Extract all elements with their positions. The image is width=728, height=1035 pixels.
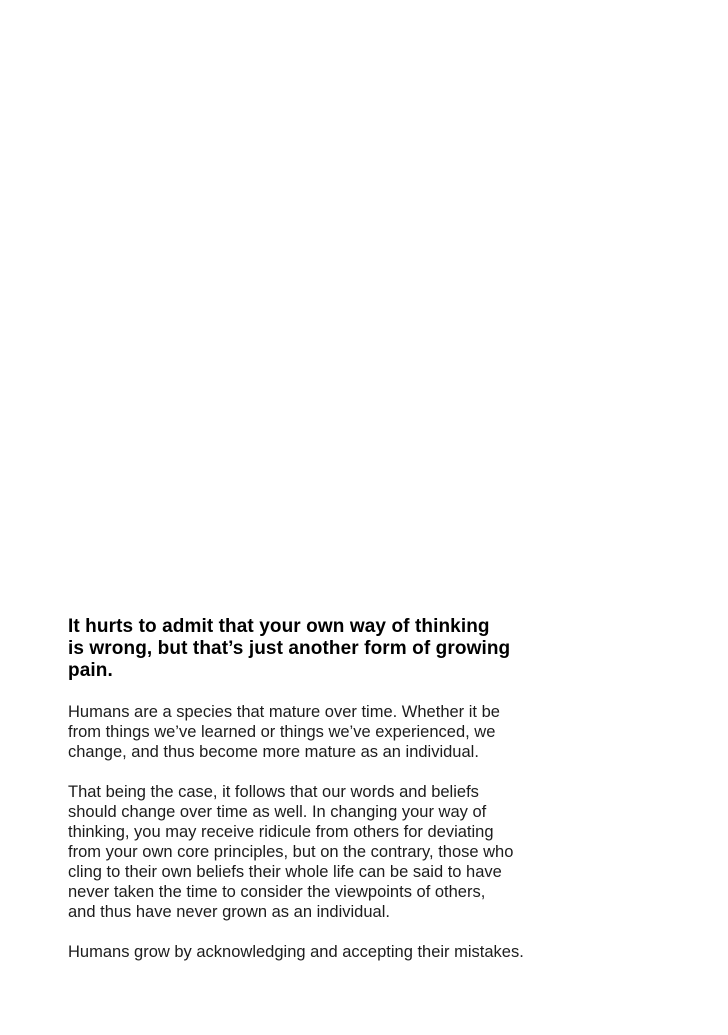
- body-line: from things we’ve learned or things we’ve experienced, we: [68, 723, 496, 741]
- paragraph-growth: [68, 942, 628, 962]
- heading-line: is wrong, but that’s just another form of growing: [68, 638, 511, 659]
- body-line: never taken the time to consider the viewpoints of others,: [68, 883, 486, 901]
- heading-line: It hurts to admit that your own way of thinking: [68, 616, 490, 637]
- body-line: That being the case, it follows that our words and beliefs: [68, 783, 479, 801]
- body-line: from your own core principles, but on the contrary, those who: [68, 843, 514, 861]
- body-line: change, and thus become more mature as an individual.: [68, 743, 479, 761]
- heading-line: pain.: [68, 660, 113, 681]
- body-line: cling to their own beliefs their whole life can be said to have: [68, 863, 502, 881]
- paragraph-maturity: [68, 702, 628, 762]
- body-line: and thus have never grown as an individual.: [68, 903, 390, 921]
- text-block: [68, 616, 628, 962]
- paragraph-beliefs-change: [68, 782, 628, 922]
- body-line: should change over time as well. In changing your way of: [68, 803, 487, 821]
- body-line: thinking, you may receive ridicule from others for deviating: [68, 823, 494, 841]
- body-line: Humans are a species that mature over time. Whether it be: [68, 703, 500, 721]
- body-line: Humans grow by acknowledging and accepting their mistakes.: [68, 943, 524, 961]
- page-heading: [68, 616, 628, 682]
